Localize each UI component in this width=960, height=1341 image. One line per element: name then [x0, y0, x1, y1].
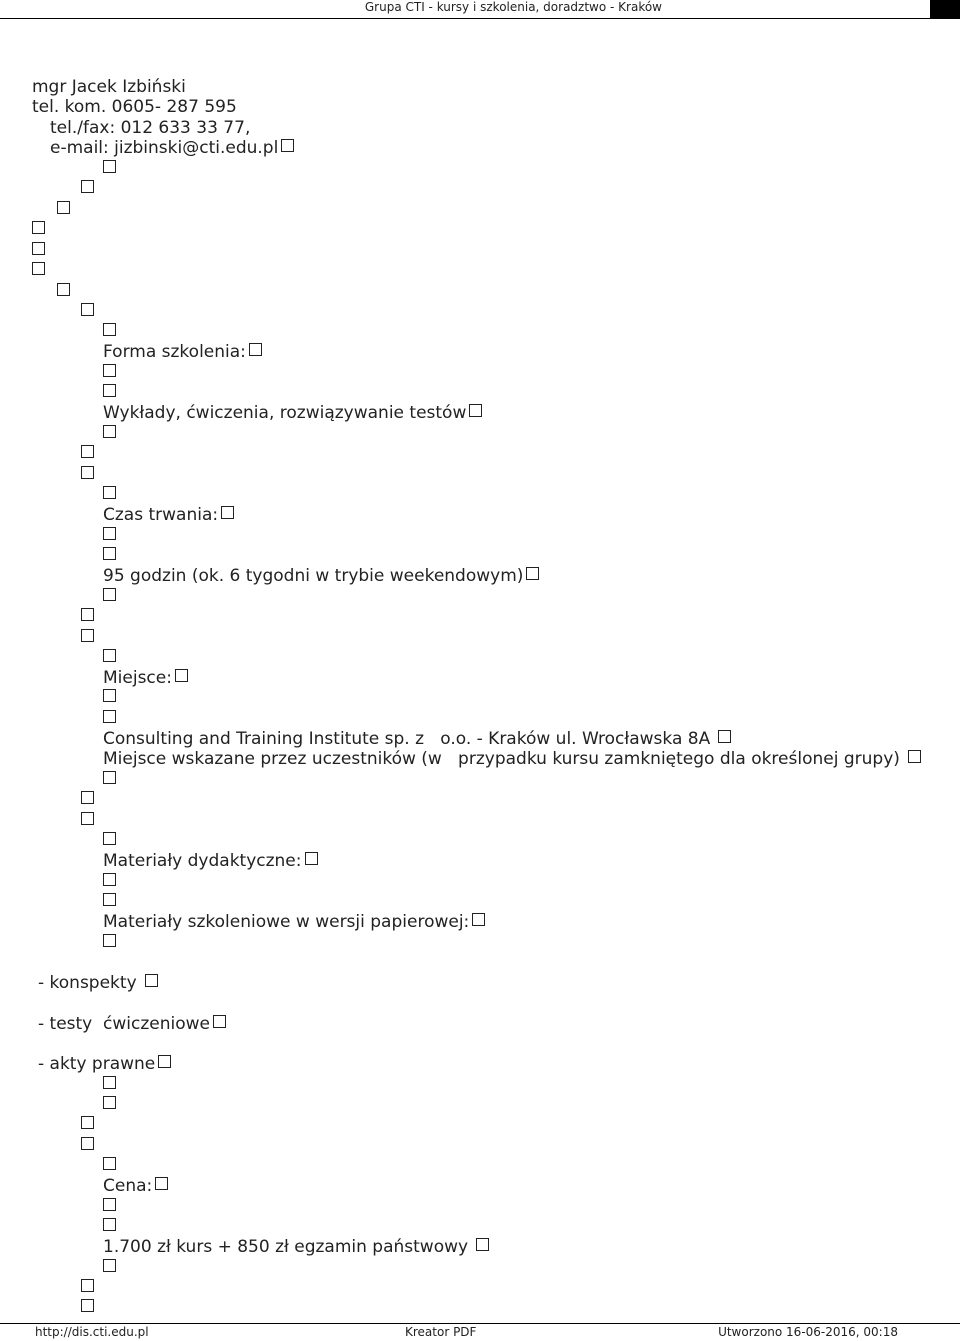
- placeholder-glyph: [526, 567, 539, 580]
- placeholder-glyph: [103, 934, 116, 947]
- placeholder-glyph: [469, 404, 482, 417]
- placeholder-glyph: [718, 730, 731, 743]
- czas-heading: [103, 505, 234, 525]
- placeholder-glyph: [213, 1015, 226, 1028]
- placeholder-glyph: [103, 323, 116, 336]
- contact-name: mgr Jacek Izbiński: [32, 77, 186, 97]
- placeholder-glyph: [472, 913, 485, 926]
- materialy-label: Materiały dydaktyczne:: [103, 851, 302, 871]
- placeholder-glyph: [158, 1055, 171, 1068]
- footer-url[interactable]: http://dis.cti.edu.pl: [35, 1325, 149, 1339]
- placeholder-line: [81, 302, 94, 322]
- placeholder-line: [103, 831, 116, 851]
- placeholder-line: [103, 648, 116, 668]
- placeholder-line: [32, 220, 45, 240]
- contact-phone: tel. kom. 0605- 287 595: [32, 97, 237, 117]
- placeholder-glyph: [103, 527, 116, 540]
- placeholder-line: [103, 1217, 116, 1237]
- miejsce-heading: [103, 668, 188, 688]
- placeholder-glyph: [81, 629, 94, 642]
- cena-value: [103, 1237, 489, 1257]
- placeholder-glyph: [145, 974, 158, 987]
- placeholder-line: [81, 465, 94, 485]
- placeholder-glyph: [57, 283, 70, 296]
- placeholder-glyph: [103, 1218, 116, 1231]
- forma-value: [103, 403, 482, 423]
- placeholder-line: [32, 261, 45, 281]
- placeholder-line: [103, 1156, 116, 1176]
- placeholder-line: [103, 485, 116, 505]
- placeholder-glyph: [103, 1076, 116, 1089]
- placeholder-line: [103, 322, 116, 342]
- cena-value-text: 1.700 zł kurs + 850 zł egzamin państwowy: [103, 1237, 469, 1257]
- list-item: [38, 1054, 171, 1074]
- placeholder-glyph: [103, 425, 116, 438]
- placeholder-glyph: [103, 689, 116, 702]
- header-corner-block: [930, 0, 960, 18]
- placeholder-line: [103, 1197, 116, 1217]
- placeholder-glyph: [103, 1096, 116, 1109]
- placeholder-line: [81, 790, 94, 810]
- miejsce-value-2: [103, 749, 921, 769]
- placeholder-glyph: [103, 771, 116, 784]
- placeholder-glyph: [175, 669, 188, 682]
- placeholder-line: [81, 628, 94, 648]
- placeholder-glyph: [81, 1299, 94, 1312]
- materialy-heading: [103, 851, 318, 871]
- placeholder-glyph: [103, 1198, 116, 1211]
- placeholder-line: [103, 159, 116, 179]
- footer-creator: Kreator PDF: [405, 1325, 477, 1339]
- placeholder-glyph: [81, 1279, 94, 1292]
- placeholder-glyph: [908, 750, 921, 763]
- placeholder-glyph: [32, 221, 45, 234]
- contact-email-text: e-mail: jizbinski@cti.edu.pl: [50, 138, 279, 158]
- placeholder-glyph: [103, 873, 116, 886]
- placeholder-glyph: [81, 180, 94, 193]
- placeholder-glyph: [81, 608, 94, 621]
- placeholder-line: [32, 241, 45, 261]
- placeholder-line: [81, 1278, 94, 1298]
- miejsce-label: Miejsce:: [103, 668, 172, 688]
- list-item-text: - konspekty: [38, 973, 137, 993]
- czas-value-text: 95 godzin (ok. 6 tygodni w trybie weekendowym): [103, 566, 524, 586]
- placeholder-glyph: [103, 649, 116, 662]
- forma-value-text: Wykłady, ćwiczenia, rozwiązywanie testów: [103, 403, 467, 423]
- czas-value: [103, 566, 539, 586]
- placeholder-glyph: [81, 303, 94, 316]
- placeholder-line: [81, 1136, 94, 1156]
- materialy-subheading: [103, 912, 485, 932]
- list-item-text: - testy ćwiczeniowe: [38, 1014, 211, 1034]
- placeholder-line: [103, 709, 116, 729]
- placeholder-line: [81, 1115, 94, 1135]
- placeholder-line: [103, 770, 116, 790]
- list-item: [38, 973, 158, 993]
- miejsce-value-2-text: Miejsce wskazane przez uczestników (w przypadku kursu zamkniętego dla określonej grupy): [103, 749, 900, 769]
- placeholder-line: [81, 1298, 94, 1318]
- forma-heading: [103, 342, 262, 362]
- miejsce-value-1-text: Consulting and Training Institute sp. z o.o. - Kraków ul. Wrocławska 8A: [103, 729, 711, 749]
- placeholder-line: [103, 546, 116, 566]
- placeholder-glyph: [81, 1137, 94, 1150]
- placeholder-line: [103, 892, 116, 912]
- contact-fax: tel./fax: 012 633 33 77,: [50, 118, 251, 138]
- placeholder-glyph: [103, 364, 116, 377]
- placeholder-line: [103, 587, 116, 607]
- placeholder-glyph: [103, 1259, 116, 1272]
- placeholder-glyph: [81, 812, 94, 825]
- placeholder-glyph: [103, 160, 116, 173]
- placeholder-glyph: [81, 1116, 94, 1129]
- placeholder-glyph: [103, 1157, 116, 1170]
- list-item: [38, 1014, 226, 1034]
- placeholder-glyph: [103, 547, 116, 560]
- placeholder-glyph: [81, 466, 94, 479]
- placeholder-line: [103, 872, 116, 892]
- header-rule: [0, 18, 960, 19]
- placeholder-line: [81, 811, 94, 831]
- placeholder-line: [57, 200, 70, 220]
- placeholder-line: [103, 424, 116, 444]
- placeholder-line: [103, 363, 116, 383]
- placeholder-line: [103, 933, 116, 953]
- placeholder-line: [103, 688, 116, 708]
- placeholder-line: [103, 1095, 116, 1115]
- placeholder-glyph: [249, 343, 262, 356]
- materialy-sub-text: Materiały szkoleniowe w wersji papierowej:: [103, 912, 470, 932]
- placeholder-glyph: [476, 1238, 489, 1251]
- cena-label: Cena:: [103, 1176, 153, 1196]
- placeholder-glyph: [57, 201, 70, 214]
- placeholder-line: [81, 444, 94, 464]
- placeholder-glyph: [103, 893, 116, 906]
- placeholder-glyph: [221, 506, 234, 519]
- placeholder-line: [103, 1075, 116, 1095]
- placeholder-glyph: [103, 710, 116, 723]
- page-header-title: Grupa CTI - kursy i szkolenia, doradztwo - Kraków: [364, 0, 662, 14]
- placeholder-glyph: [81, 791, 94, 804]
- placeholder-glyph: [305, 852, 318, 865]
- placeholder-line: [57, 282, 70, 302]
- czas-label: Czas trwania:: [103, 505, 219, 525]
- placeholder-line: [81, 179, 94, 199]
- placeholder-glyph: [281, 139, 294, 152]
- footer-rule: [0, 1323, 960, 1324]
- placeholder-line: [103, 1258, 116, 1278]
- placeholder-glyph: [32, 262, 45, 275]
- placeholder-glyph: [103, 486, 116, 499]
- placeholder-glyph: [81, 445, 94, 458]
- placeholder-glyph: [32, 242, 45, 255]
- footer-created: Utworzono 16-06-2016, 00:18: [718, 1325, 898, 1339]
- cena-heading: [103, 1176, 168, 1196]
- contact-email: [50, 138, 294, 158]
- forma-label: Forma szkolenia:: [103, 342, 246, 362]
- list-item-text: - akty prawne: [38, 1054, 156, 1074]
- placeholder-line: [81, 607, 94, 627]
- placeholder-glyph: [103, 384, 116, 397]
- miejsce-value-1: [103, 729, 731, 749]
- placeholder-glyph: [103, 588, 116, 601]
- placeholder-glyph: [103, 832, 116, 845]
- placeholder-line: [103, 383, 116, 403]
- placeholder-line: [103, 526, 116, 546]
- placeholder-glyph: [155, 1177, 168, 1190]
